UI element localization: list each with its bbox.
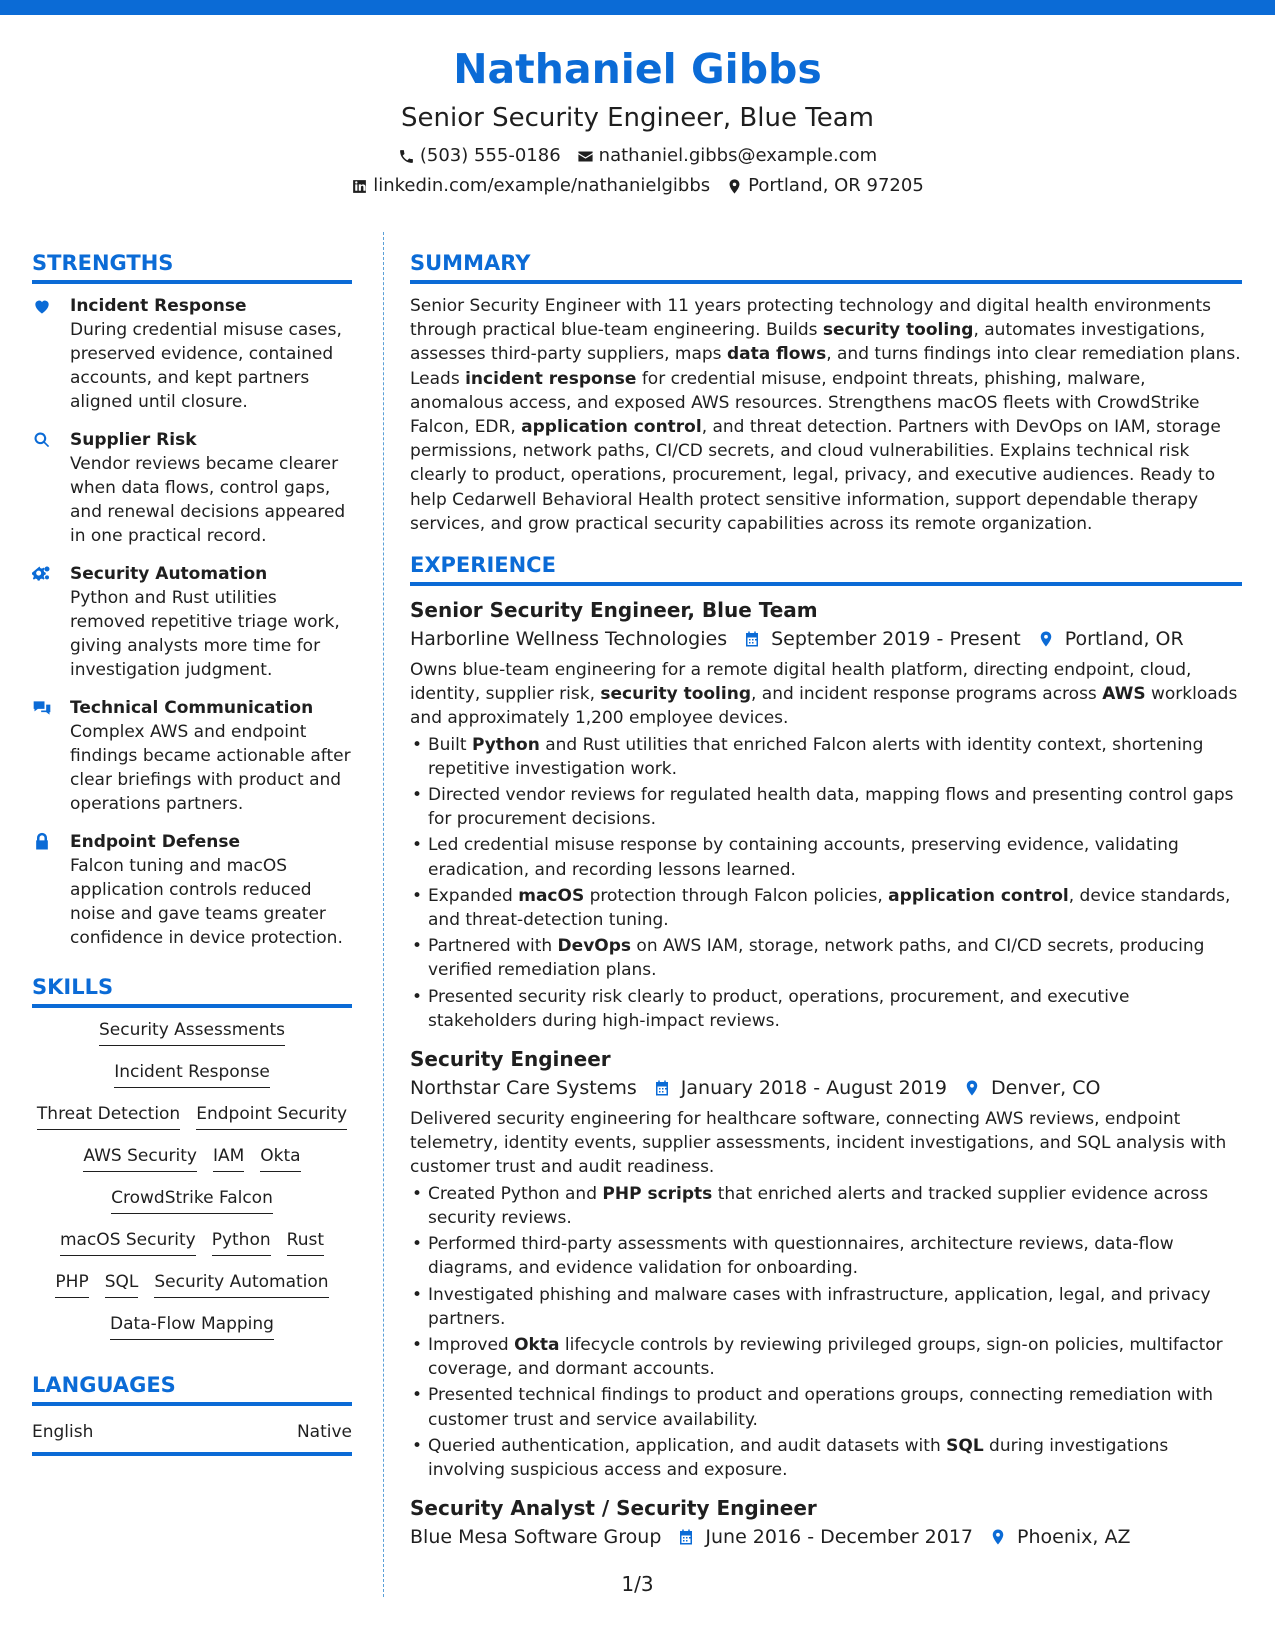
summary-text <box>410 294 1242 536</box>
resume-header <box>0 40 1275 198</box>
job-location <box>1037 624 1184 654</box>
job-bullet <box>410 934 1242 982</box>
job-bullet <box>410 884 1242 932</box>
strength-title: Technical Communication <box>70 698 314 718</box>
job-bullet <box>410 1333 1242 1381</box>
text-run: Queried authentication, application, and audit datasets with <box>428 1435 947 1456</box>
skill-tag: Endpoint Security <box>196 1102 347 1130</box>
bold-keyword: macOS <box>518 885 585 906</box>
job-meta <box>410 624 1242 654</box>
text-run: Delivered security engineering for healthcare software, connecting AWS reviews, endpoint telemetry, identity events, supplier assessments, incident investigations, and SQL analysis with customer trust and audit readiness. <box>410 1109 1227 1178</box>
skill-tag: IAM <box>213 1144 244 1172</box>
column-divider <box>383 232 384 1597</box>
left-column <box>32 248 352 1456</box>
job-meta <box>410 1073 1242 1103</box>
strengths-heading: STRENGTHS <box>32 248 352 284</box>
text-run: Presented security risk clearly to product, operations, procurement, and executive stakeholders during high-impact reviews. <box>428 986 1130 1031</box>
text-run: workloads and approximately 1,200 employee devices. <box>410 684 1238 729</box>
job-dates <box>653 1073 947 1103</box>
strength-desc: Python and Rust utilities removed repetitive triage work, giving analysts more time for investigation judgment. <box>70 588 340 680</box>
skill-tag: Security Assessments <box>99 1018 285 1046</box>
phone-text: (503) 555-0186 <box>419 145 561 166</box>
skill-row <box>32 1186 352 1214</box>
jobs-list <box>410 596 1242 1552</box>
heart-icon <box>32 294 56 414</box>
job-description <box>410 658 1242 731</box>
skill-tag: Okta <box>260 1144 300 1172</box>
strength-item <box>32 294 352 414</box>
text-run: Created Python and <box>428 1183 603 1204</box>
job-bullet <box>410 985 1242 1033</box>
text-run: Presented technical findings to product and operations groups, connecting remediation with customer trust and service availability. <box>428 1385 1213 1430</box>
text-run: , device standards, and threat-detection tuning. <box>428 885 1231 931</box>
bold-keyword: security tooling <box>822 320 974 341</box>
job-bullets <box>410 733 1242 1033</box>
skill-tag: Rust <box>287 1228 324 1256</box>
page-number: 1/3 <box>621 1572 654 1596</box>
text-run: on AWS IAM, storage, network paths, and CI/CD secrets, producing verified remediation plans. <box>428 936 1205 981</box>
skill-tag: Python <box>212 1228 271 1256</box>
job-title: Security Analyst / Security Engineer <box>410 1496 817 1521</box>
strength-item <box>32 562 352 682</box>
calendar-icon <box>677 1528 695 1546</box>
job-bullet <box>410 1182 1242 1230</box>
text-run: for credential misuse, endpoint threats, phishing, malware, anomalous access, and exposed AWS resources. Strengthens macOS fleets with CrowdStrike Falcon, EDR, <box>410 368 1200 438</box>
text-run: lifecycle controls by reviewing privileged groups, sign-on policies, multifactor coverage, and dormant accounts. <box>428 1334 1223 1380</box>
bold-keyword: Okta <box>514 1334 560 1355</box>
bold-keyword: Python <box>471 734 540 755</box>
comments-icon <box>32 696 56 816</box>
text-run: Built <box>428 734 472 755</box>
skill-tag: Security Automation <box>154 1270 328 1298</box>
bold-keyword: incident response <box>465 368 637 389</box>
job-location-text: Phoenix, AZ <box>1017 1526 1131 1549</box>
top-accent-bar <box>0 0 1275 15</box>
job-bullet <box>410 1434 1242 1482</box>
job-bullets <box>410 1182 1242 1482</box>
strength-desc: Falcon tuning and macOS application controls reduced noise and gave teams greater confidence in device protection. <box>70 856 343 948</box>
text-run: , and incident response programs across <box>750 684 1103 705</box>
text-run: Investigated phishing and malware cases with infrastructure, application, legal, and privacy partners. <box>428 1284 1211 1329</box>
gears-icon <box>32 562 56 682</box>
language-item <box>32 1420 352 1444</box>
text-run: protection through Falcon policies, <box>584 885 889 906</box>
skill-tag: Threat Detection <box>37 1102 180 1130</box>
experience-heading: EXPERIENCE <box>410 550 1242 586</box>
job-bullet <box>410 1283 1242 1331</box>
text-run: Performed third-party assessments with questionnaires, architecture reviews, data-flow diagrams, and evidence validation for onboarding. <box>428 1234 1174 1279</box>
skill-row <box>32 1060 352 1088</box>
job-meta <box>410 1522 1242 1552</box>
text-run: Partnered with <box>428 936 558 957</box>
job-dates <box>743 624 1021 654</box>
strength-title: Security Automation <box>70 564 268 584</box>
email-text: nathaniel.gibbs@example.com <box>598 145 878 166</box>
bold-keyword: application control <box>888 885 1069 906</box>
languages-heading: LANGUAGES <box>32 1370 352 1406</box>
strength-title: Supplier Risk <box>70 430 197 450</box>
strength-desc: Vendor reviews became clearer when data flows, control gaps, and renewal decisions appeared in one practical record. <box>70 454 346 546</box>
job-dates-text: September 2019 - Present <box>771 628 1021 651</box>
strength-item <box>32 428 352 548</box>
skill-tag: PHP <box>55 1270 88 1298</box>
skill-row <box>32 1102 352 1130</box>
bold-keyword: SQL <box>946 1435 984 1456</box>
skill-row <box>32 1312 352 1340</box>
bold-keyword: PHP scripts <box>602 1183 713 1204</box>
skill-tag: SQL <box>105 1270 139 1298</box>
strength-title: Endpoint Defense <box>70 832 241 852</box>
skill-row <box>32 1018 352 1046</box>
job-bullet <box>410 783 1242 831</box>
strength-item <box>32 696 352 816</box>
text-run: , automates investigations, assesses third-party suppliers, maps <box>410 320 1206 365</box>
linkedin-text: linkedin.com/example/nathanielgibbs <box>373 175 711 196</box>
linkedin-icon <box>351 178 368 195</box>
skill-tag: Data-Flow Mapping <box>110 1312 274 1340</box>
map-marker-icon <box>963 1079 981 1097</box>
job-entry <box>410 1494 1242 1552</box>
text-run: Senior Security Engineer with 11 years protecting technology and digital health environments through practical blue-team engineering. Builds <box>410 296 1211 341</box>
text-run: , and turns findings into clear remediation plans. Leads <box>410 344 1241 389</box>
language-level: Native <box>296 1422 352 1442</box>
job-bullet <box>410 733 1242 781</box>
lock-icon <box>32 830 56 950</box>
language-level-bar <box>32 1452 352 1456</box>
map-marker-icon <box>989 1528 1007 1546</box>
bold-keyword: security tooling <box>600 684 751 705</box>
text-run: Led credential misuse response by containing accounts, preserving evidence, validating eradication, and recording lessons learned. <box>428 835 1179 880</box>
languages-list <box>32 1420 352 1444</box>
skill-tag: CrowdStrike Falcon <box>111 1186 273 1214</box>
job-location-text: Denver, CO <box>991 1077 1101 1100</box>
skill-row <box>32 1144 352 1172</box>
job-description <box>410 1107 1242 1180</box>
map-marker-icon <box>1037 630 1055 648</box>
summary-heading: SUMMARY <box>410 248 1242 284</box>
contact-line-2 <box>0 174 1275 198</box>
language-name: English <box>32 1422 94 1442</box>
email-item[interactable] <box>577 144 877 168</box>
text-run: during investigations involving suspicious access and exposure. <box>428 1435 1169 1480</box>
job-location <box>963 1073 1100 1103</box>
calendar-icon <box>653 1079 671 1097</box>
phone-icon <box>398 148 415 165</box>
skill-tag: AWS Security <box>83 1144 197 1172</box>
bold-keyword: AWS <box>1102 684 1146 705</box>
job-dates-text: June 2016 - December 2017 <box>705 1526 974 1549</box>
calendar-icon <box>743 630 761 648</box>
job-location-text: Portland, OR <box>1064 628 1184 651</box>
bold-keyword: DevOps <box>557 936 632 957</box>
strength-title: Incident Response <box>70 296 247 316</box>
job-company: Northstar Care Systems <box>410 1077 637 1100</box>
text-run: and Rust utilities that enriched Falcon alerts with identity context, shortening repetitive investigation work. <box>428 734 1204 779</box>
skill-tag: macOS Security <box>60 1228 196 1256</box>
contact-line-1 <box>0 144 1275 168</box>
search-icon <box>32 428 56 548</box>
candidate-name: Nathaniel Gibbs <box>453 45 822 93</box>
bold-keyword: application control <box>521 417 702 438</box>
phone-item <box>398 144 561 168</box>
right-column <box>410 248 1242 1552</box>
text-run: Expanded <box>428 885 519 906</box>
text-run: that enriched alerts and tracked supplier evidence across security reviews. <box>428 1183 1209 1228</box>
job-company: Blue Mesa Software Group <box>410 1526 662 1549</box>
skill-tag: Incident Response <box>114 1060 270 1088</box>
job-entry <box>410 1045 1242 1482</box>
text-run: , and threat detection. Partners with DevOps on IAM, storage permissions, network paths, CI/CD secrets, and cloud vulnerabilities. Explains technical risk clearly to product, operations, procurement, legal, privacy, and executive audiences. Ready to help Cedarwell Behavioral Health protect sensitive information, support dependable therapy services, and grow practical security capabilities across its remote organization. <box>410 417 1221 534</box>
job-title: Security Engineer <box>410 1047 611 1072</box>
skill-row <box>32 1270 352 1298</box>
job-bullet <box>410 1383 1242 1431</box>
job-dates <box>677 1522 973 1552</box>
job-company: Harborline Wellness Technologies <box>410 628 728 651</box>
job-title: Senior Security Engineer, Blue Team <box>410 598 818 623</box>
bold-keyword: data flows <box>726 344 827 365</box>
job-location <box>989 1522 1130 1552</box>
candidate-title: Senior Security Engineer, Blue Team <box>401 103 874 133</box>
job-bullet <box>410 1232 1242 1280</box>
envelope-icon <box>577 148 594 165</box>
strengths-list <box>32 294 352 950</box>
location-item <box>726 174 924 198</box>
linkedin-item[interactable] <box>351 174 710 198</box>
skill-row <box>32 1228 352 1256</box>
strength-item <box>32 830 352 950</box>
job-bullet <box>410 833 1242 881</box>
text-run: Directed vendor reviews for regulated health data, mapping flows and presenting control gaps for procurement decisions. <box>428 785 1234 830</box>
strength-desc: During credential misuse cases, preserved evidence, contained accounts, and kept partners aligned until closure. <box>70 320 342 412</box>
text-run: Improved <box>428 1334 515 1355</box>
strength-desc: Complex AWS and endpoint findings became actionable after clear briefings with product and operations partners. <box>70 722 351 814</box>
map-marker-icon <box>726 178 743 195</box>
job-dates-text: January 2018 - August 2019 <box>680 1077 948 1100</box>
skills-list <box>32 1018 352 1340</box>
text-run: Owns blue-team engineering for a remote digital health platform, directing endpoint, cloud, identity, supplier risk, <box>410 660 1192 705</box>
skills-heading: SKILLS <box>32 972 352 1008</box>
location-text: Portland, OR 97205 <box>748 175 924 196</box>
job-entry <box>410 596 1242 1033</box>
